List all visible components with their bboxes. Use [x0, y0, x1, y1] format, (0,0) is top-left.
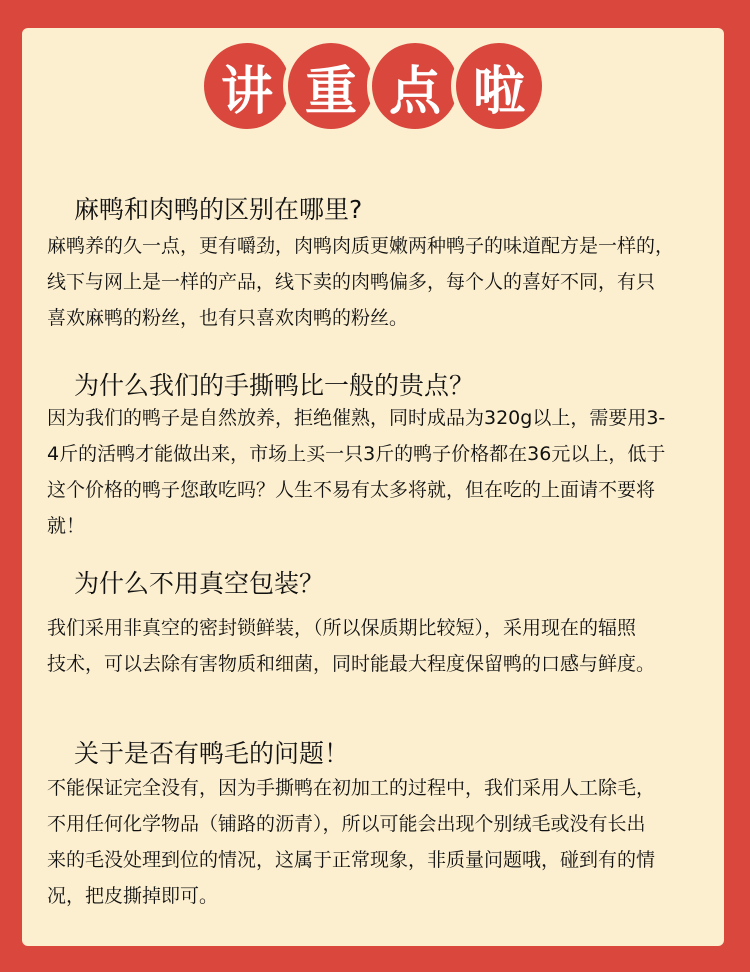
section-heading: 为什么不用真空包装？	[74, 569, 325, 598]
body-line: 来的毛没处理到位的情况，这属于正常现象，非质量问题哦，碰到有的情	[47, 849, 656, 871]
body-line: 况，把皮撕掉即可。	[47, 885, 219, 907]
body-line: 不用任何化学物品（铺路的沥青），所以可能会出现个别绒毛或没有长出	[47, 813, 646, 835]
body-line: 我们采用非真空的密封锁鲜装，（所以保质期比较短），采用现在的辐照	[47, 617, 637, 639]
title-char-badge: 讲	[199, 38, 295, 134]
body-line: 就！	[47, 515, 86, 537]
title-char-badge: 啦	[451, 38, 547, 134]
section-body	[47, 400, 707, 544]
title-char-badge: 点	[367, 38, 463, 134]
section-heading: 关于是否有鸭毛的问题！	[74, 739, 350, 768]
info-card	[22, 28, 724, 946]
section-body	[47, 770, 707, 914]
title-badges	[205, 38, 541, 134]
body-line: 喜欢麻鸭的粉丝，也有只喜欢肉鸭的粉丝。	[47, 307, 409, 329]
section-heading: 为什么我们的手撕鸭比一般的贵点？	[74, 371, 475, 400]
body-line: 4斤的活鸭才能做出来，市场上买一只3斤的鸭子价格都在36元以上，低于	[47, 443, 666, 465]
body-line: 麻鸭养的久一点，更有嚼劲，肉鸭肉质更嫩两种鸭子的味道配方是一样的，	[47, 235, 675, 257]
body-line: 不能保证完全没有，因为手撕鸭在初加工的过程中，我们采用人工除毛，	[47, 777, 656, 799]
title-char-badge: 重	[283, 38, 379, 134]
section-body	[47, 228, 707, 336]
body-line: 因为我们的鸭子是自然放养，拒绝催熟，同时成品为320g以上，需要用3-	[47, 407, 666, 429]
body-line: 这个价格的鸭子您敢吃吗？人生不易有太多将就，但在吃的上面请不要将	[47, 479, 656, 501]
body-line: 技术，可以去除有害物质和细菌，同时能最大程度保留鸭的口感与鲜度。	[47, 653, 656, 675]
section-body	[47, 610, 707, 682]
page-title	[22, 38, 724, 134]
body-line: 线下与网上是一样的产品，线下卖的肉鸭偏多，每个人的喜好不同，有只	[47, 271, 656, 293]
section-heading: 麻鸭和肉鸭的区别在哪里?	[74, 195, 363, 224]
